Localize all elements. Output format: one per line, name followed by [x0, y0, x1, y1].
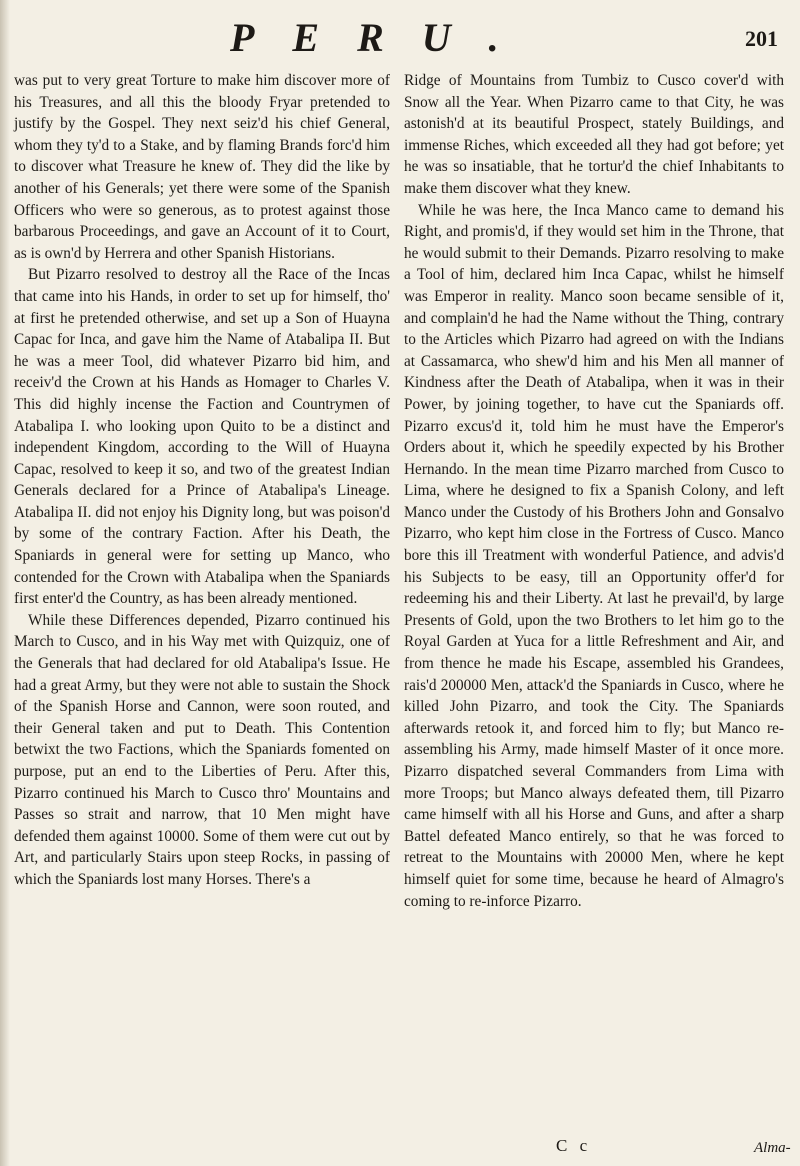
left-paragraph-3: While these Differences depended, Pizarro continued his March to Cusco, and in his Way met with Quizquiz, one of the Generals that had declared for old Atabalipa's Issue. He had a great Army, but they were not able to sustain the Shock of the Spanish Horse and Cannon, were soon routed, and their General taken and put to Death. This Contention betwixt the two Factions, which the Spaniards fomented on purpose, put an end to the Liberties of Peru. After this, Pizarro continued his March to Cusco thro' Mountains and Passes so strait and narrow, that 10 Men might have defended them against 10000. Some of them were cut out by Art, and particularly Stairs upon steep Rocks, in passing of which the Spaniards lost many Horses. There's a [14, 611, 390, 888]
catchword: Alma- [754, 1140, 791, 1156]
right-paragraph-1: Ridge of Mountains from Tumbiz to Cusco cover'd with Snow all the Year. When Pizarro came to that City, he was astonish'd at its beautiful Prospect, stately Buildings, and immense Riches, which exceeded all they had got before; yet he was so insatiable, that he tortur'd the chief Inhabitants to make them discover what they knew. [404, 72, 784, 197]
left-paragraph-2: But Pizarro resolved to destroy all the Race of the Incas that came into his Hands, in order to set up for himself, tho' at first he pretended otherwise, and set up a Son of Huayna Capac for Inca, and gave him the Name of Atabalipa II. But he was a meer Tool, did whatever Pizarro bid him, and receiv'd the Crown at his Hands as Homager to Charles V. This did highly incense the Faction and Countrymen of Atabalipa I. who looking upon Quito to be a distinct and independent Kingdom, according to the Will of Huayna Capac, resolved to keep it so, and two of the greatest Indian Generals declared for a Prince of Atabalipa's Lineage. Atabalipa II. did not enjoy his Dignity long, but was poison'd by some of the contrary Faction. After his Death, the Spaniards in general were for setting up Manco, who contended for the Crown with Atabalipa when the Spaniards first enter'd the Country, as has been already mentioned. [14, 266, 390, 608]
left-paragraph-1: was put to very great Torture to make him discover more of his Treasures, and all this the bloody Fryar pretended to justify by the Gospel. They next seiz'd his chief General, whom they ty'd to a Stake, and by flaming Brands forc'd him to discover what Treasure he knew of. They did the like by another of his Generals; yet there were some of the Spanish Officers who were so generous, as to protest against those barbarous Proceedings, and gave an Account of it to Court, as is own'd by Herrera and other Spanish Historians. [14, 72, 390, 262]
running-head: PERU. [230, 15, 537, 60]
page-number: 201 [745, 26, 778, 51]
right-paragraph-2: While he was here, the Inca Manco came to demand his Right, and promis'd, if they would set him in the Throne, that he would submit to their Demands. Pizarro resolving to make a Tool of him, declared him Inca Capac, whilst he himself was Emperor in reality. Manco soon became sensible of it, and complain'd he had the Name without the Thing, contrary to the Articles which Pizarro had agreed on with the Indians at Cassamarca, who shew'd him and his Men all manner of Kindness after the Death of Atabalipa, when it was in their Power, by joining together, to have cut the Spaniards off. Pizarro excus'd it, told him he must have the Emperor's Orders about it, which he speedily expected by his Brother Hernando. In the mean time Pizarro marched from Cusco to Lima, where he designed to fix a Spanish Colony, and left Manco under the Custody of his Brothers John and Gonsalvo Pizarro, who kept him close in the Fortress of Cusco. Manco bore this ill Treatment with wonderful Patience, and advis'd his Subjects to be easy, till an Opportunity offer'd for redeeming his and their Liberty. At last he prevail'd, by large Presents of Gold, upon the two Brothers to let him go to the Royal Garden at Yuca for a little Refreshment and Air, and from thence he made his Escape, assembled his Grandees, rais'd 200000 Men, attack'd the Spaniards in Cusco, where he killed John Pizarro, and took the City. The Spaniards afterwards retook it, and forced him to fly; but Manco re-assembling his Army, made himself Master of it once more. Pizarro dispatched several Commanders from Lima with more Troops; but Manco always defeated them, till Pizarro came himself with all his Horse and Guns, and after a sharp Battel defeated Manco entirely, so that he was forced to retreat to the Mountains with 20000 Men, where he kept himself quiet for some time, because he heard of Almagro's coming to re-inforce Pizarro. [404, 201, 784, 910]
signature-mark: C c [556, 1136, 592, 1155]
left-column [14, 70, 390, 891]
gutter-shadow [0, 0, 10, 1166]
page-header [0, 8, 800, 60]
right-column [404, 70, 784, 912]
